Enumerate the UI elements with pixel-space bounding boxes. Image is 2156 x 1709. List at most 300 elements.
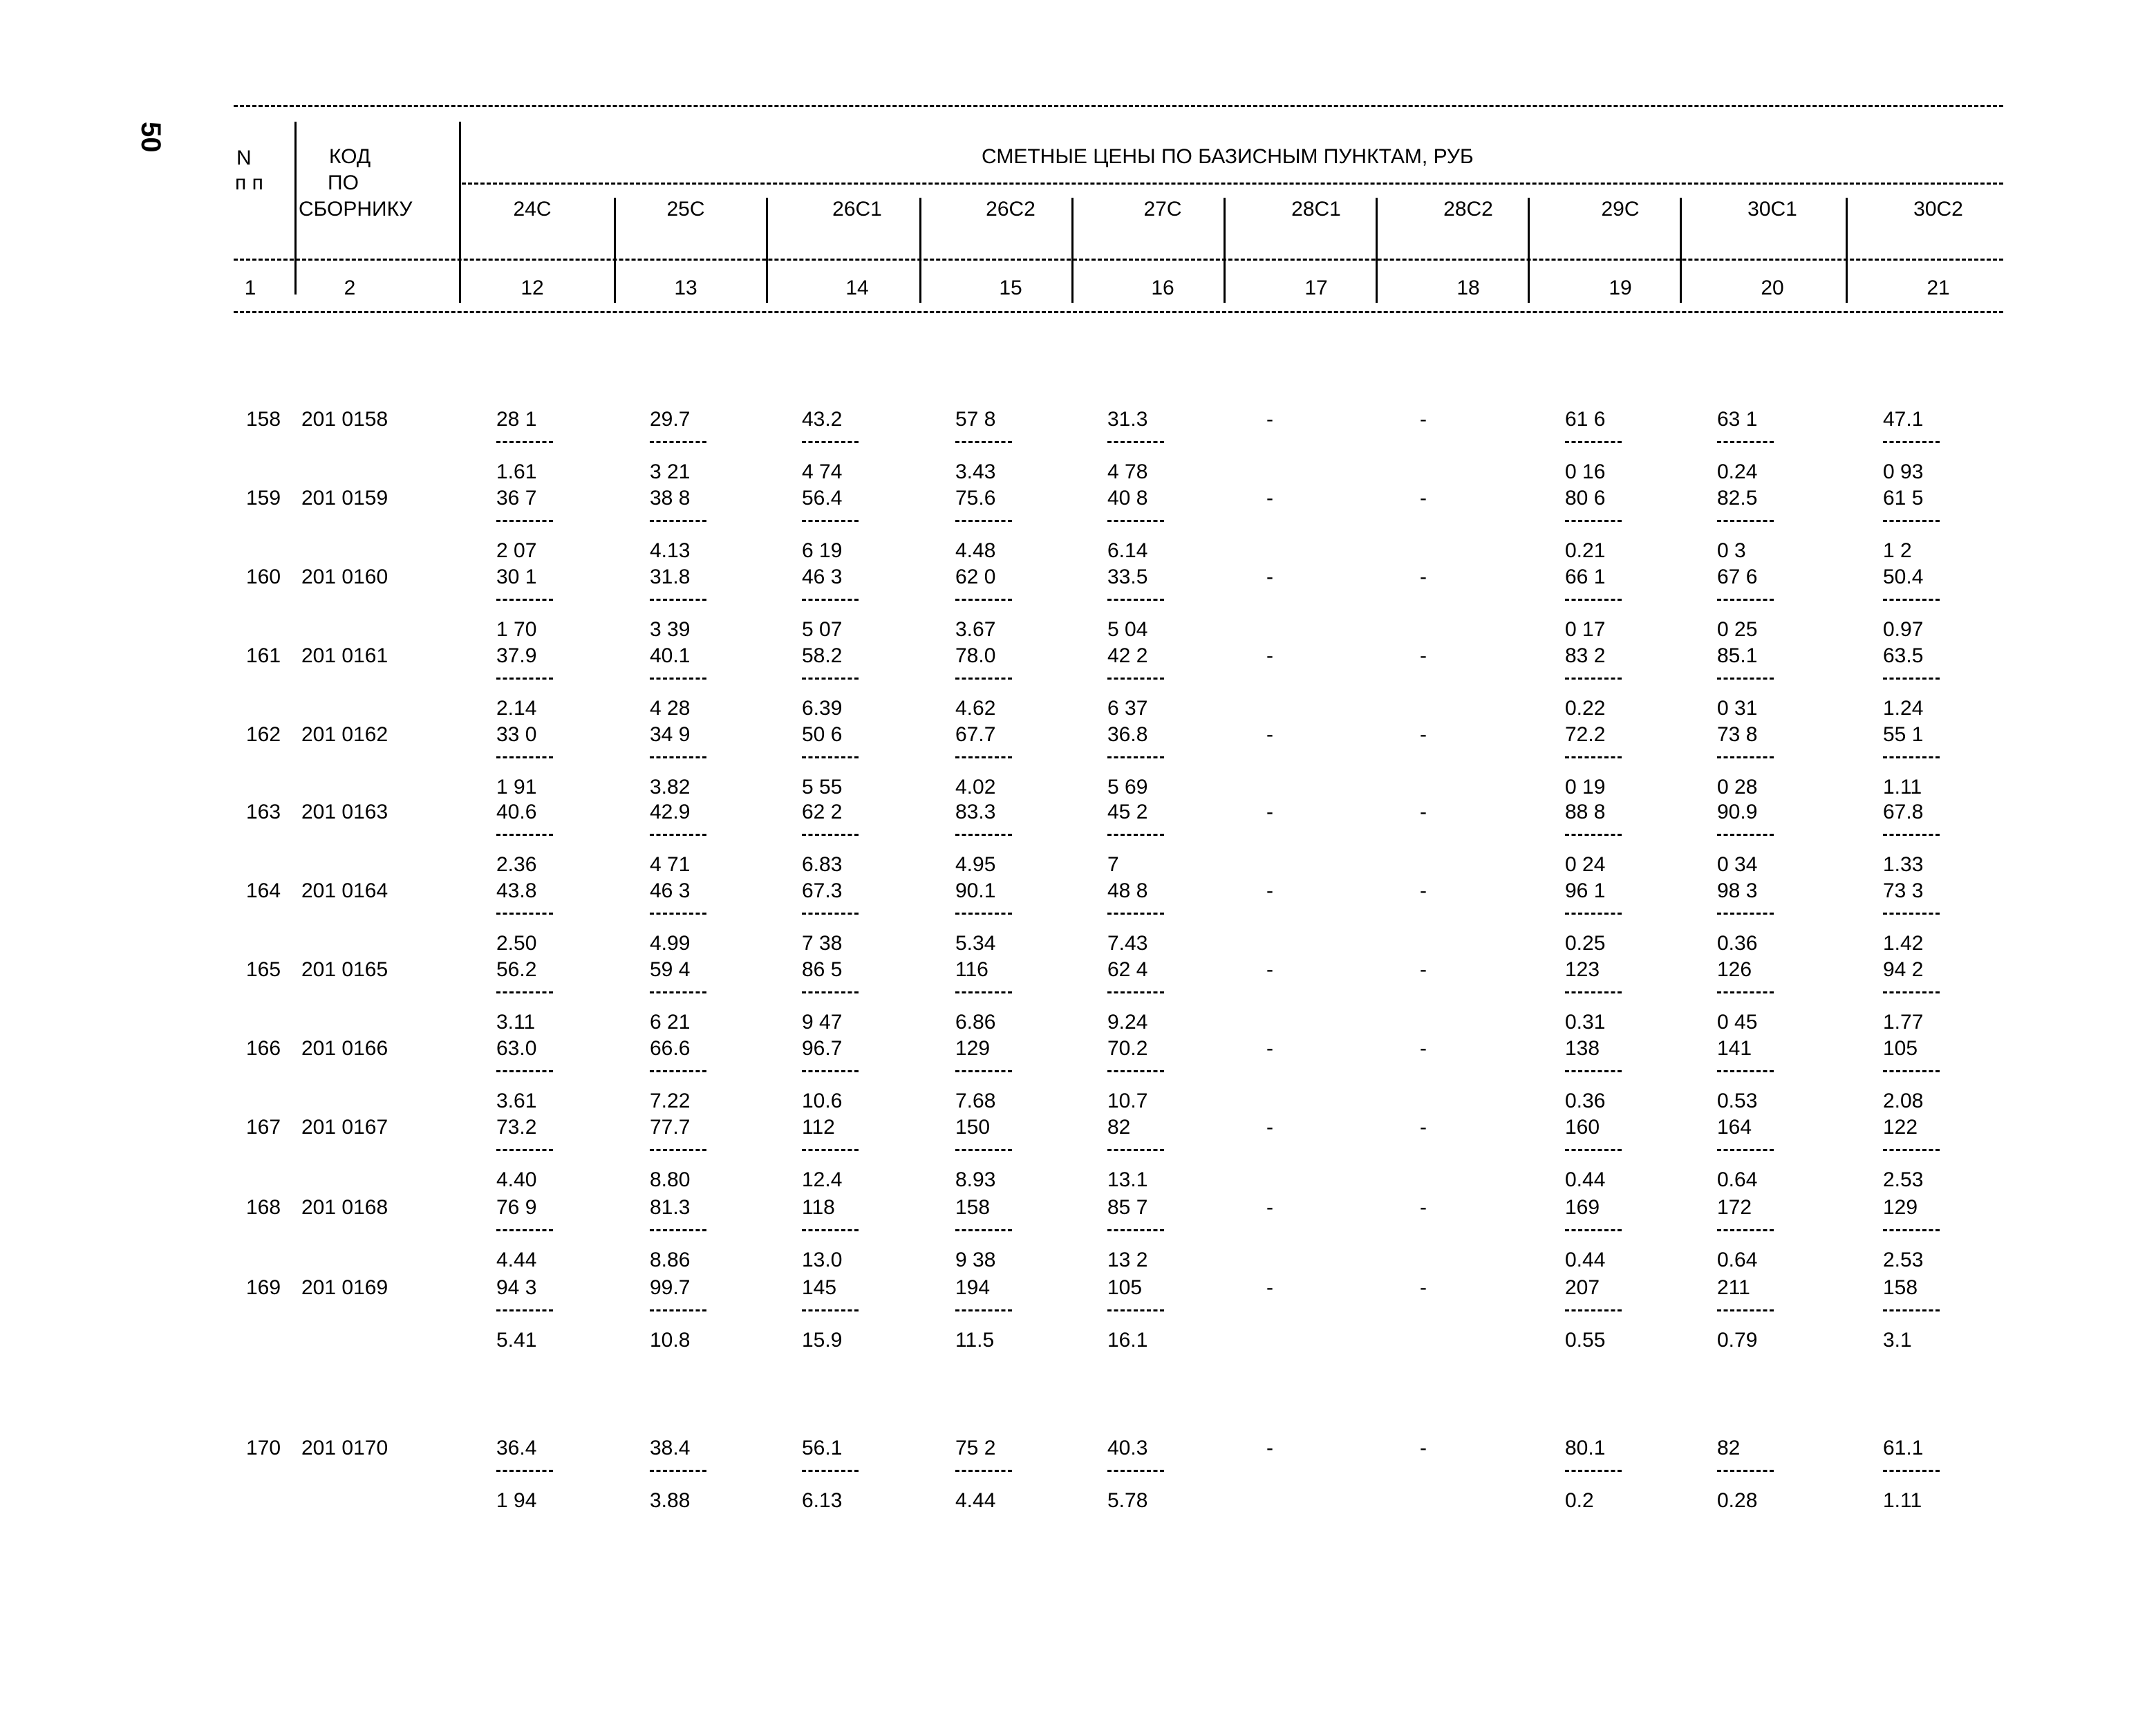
price-value: 118: [802, 1196, 835, 1219]
fraction-line: [802, 834, 859, 836]
no-price-dash: -: [1266, 408, 1273, 431]
price-value: 96.7: [802, 1037, 843, 1060]
price-coefficient: 4.95: [955, 853, 996, 876]
price-value: 96 1: [1565, 879, 1606, 902]
price-coefficient: 0 24: [1565, 853, 1606, 876]
fraction-line: [955, 991, 1012, 993]
fraction-line: [496, 756, 553, 758]
price-coefficient: 4 28: [650, 697, 691, 720]
fraction-line: [802, 1309, 859, 1311]
price-coefficient: 0.44: [1565, 1168, 1606, 1191]
price-value: 78.0: [955, 644, 996, 667]
price-coefficient: 1.11: [1883, 776, 1922, 799]
header-col-code-line3: СБОРНИКУ: [299, 198, 413, 221]
fraction-line: [1107, 678, 1164, 680]
header-point-7: 28С2: [1443, 198, 1493, 221]
fraction-line: [802, 520, 859, 522]
row-number: 158: [246, 408, 281, 431]
fraction-line: [955, 913, 1012, 915]
row-number: 160: [246, 566, 281, 588]
row-code: 201 0162: [301, 723, 388, 746]
no-price-dash: -: [1420, 1276, 1427, 1299]
header-point-divider: [1224, 198, 1226, 303]
fraction-line: [1565, 1149, 1622, 1151]
header-colnum-2: 2: [344, 277, 356, 299]
no-price-dash: -: [1266, 566, 1273, 588]
price-value: 138: [1565, 1037, 1600, 1060]
header-col-n-line1: N: [236, 147, 252, 169]
header-colnum-17: 17: [1304, 277, 1328, 299]
row-number: 163: [246, 801, 281, 823]
row-number: 159: [246, 487, 281, 510]
no-price-dash: -: [1420, 408, 1427, 431]
price-coefficient: 3.88: [650, 1489, 691, 1512]
price-value: 112: [802, 1116, 835, 1139]
fraction-line: [1883, 1309, 1940, 1311]
row-code: 201 0166: [301, 1037, 388, 1060]
no-price-dash: -: [1266, 879, 1273, 902]
no-price-dash: -: [1266, 958, 1273, 981]
fraction-line: [1883, 991, 1940, 993]
no-price-dash: -: [1420, 487, 1427, 510]
fraction-line: [496, 599, 553, 601]
price-coefficient: 0.31: [1565, 1011, 1606, 1034]
fraction-line: [802, 441, 859, 443]
price-coefficient: 0.22: [1565, 697, 1606, 720]
header-colnum-13: 13: [674, 277, 697, 299]
fraction-line: [1107, 1229, 1164, 1231]
price-coefficient: 1.24: [1883, 697, 1924, 720]
price-value: 129: [955, 1037, 991, 1060]
price-coefficient: 11.5: [955, 1329, 995, 1352]
header-point-divider: [1528, 198, 1530, 303]
no-price-dash: -: [1266, 801, 1273, 823]
price-coefficient: 7: [1107, 853, 1119, 876]
price-value: 62 4: [1107, 958, 1148, 981]
price-value: 62 0: [955, 566, 996, 588]
row-code: 201 0170: [301, 1437, 388, 1459]
fraction-line: [1717, 520, 1774, 522]
price-coefficient: 9 47: [802, 1011, 843, 1034]
row-code: 201 0159: [301, 487, 388, 510]
header-colnum-1: 1: [244, 277, 256, 299]
header-rule-top: [234, 105, 2003, 107]
row-number: 162: [246, 723, 281, 746]
price-coefficient: 0.64: [1717, 1249, 1758, 1271]
price-coefficient: 0 16: [1565, 460, 1606, 483]
no-price-dash: -: [1266, 487, 1273, 510]
fraction-line: [650, 756, 706, 758]
fraction-line: [650, 520, 706, 522]
fraction-line: [955, 1470, 1012, 1472]
fraction-line: [802, 599, 859, 601]
price-value: 42.9: [650, 801, 691, 823]
price-value: 66.6: [650, 1037, 691, 1060]
fraction-line: [955, 1070, 1012, 1072]
price-value: 126: [1717, 958, 1752, 981]
header-point-3: 26С1: [832, 198, 882, 221]
fraction-line: [496, 834, 553, 836]
fraction-line: [650, 913, 706, 915]
row-code: 201 0168: [301, 1196, 388, 1219]
price-value: 66 1: [1565, 566, 1606, 588]
price-value: 211: [1717, 1276, 1750, 1299]
price-value: 46 3: [802, 566, 843, 588]
price-coefficient: 9 38: [955, 1249, 996, 1271]
price-value: 55 1: [1883, 723, 1924, 746]
price-value: 29.7: [650, 408, 691, 431]
fraction-line: [802, 913, 859, 915]
price-value: 98 3: [1717, 879, 1758, 902]
fraction-line: [802, 1470, 859, 1472]
price-coefficient: 1.33: [1883, 853, 1924, 876]
price-coefficient: 10.8: [650, 1329, 691, 1352]
no-price-dash: -: [1420, 801, 1427, 823]
row-number: 169: [246, 1276, 281, 1299]
fraction-line: [1107, 1070, 1164, 1072]
price-coefficient: 4.13: [650, 539, 691, 562]
price-coefficient: 4.48: [955, 539, 996, 562]
row-code: 201 0164: [301, 879, 388, 902]
row-code: 201 0169: [301, 1276, 388, 1299]
price-coefficient: 1.42: [1883, 932, 1924, 955]
fraction-line: [496, 678, 553, 680]
price-value: 73 8: [1717, 723, 1758, 746]
price-coefficient: 6.83: [802, 853, 843, 876]
fraction-line: [1883, 1149, 1940, 1151]
fraction-line: [1717, 991, 1774, 993]
fraction-line: [955, 1149, 1012, 1151]
price-value: 75 2: [955, 1437, 996, 1459]
header-colnum-19: 19: [1609, 277, 1632, 299]
no-price-dash: -: [1266, 1437, 1273, 1459]
price-coefficient: 6 21: [650, 1011, 691, 1034]
price-coefficient: 13.1: [1107, 1168, 1148, 1191]
fraction-line: [802, 1070, 859, 1072]
price-value: 31.8: [650, 566, 691, 588]
price-coefficient: 0.55: [1565, 1329, 1606, 1352]
price-value: 62 2: [802, 801, 843, 823]
fraction-line: [802, 1229, 859, 1231]
no-price-dash: -: [1420, 1116, 1427, 1139]
header-point-divider: [1376, 198, 1378, 303]
price-value: 61 5: [1883, 487, 1924, 510]
price-value: 61 6: [1565, 408, 1606, 431]
fraction-line: [1717, 913, 1774, 915]
fraction-line: [1565, 756, 1622, 758]
price-value: 73 3: [1883, 879, 1924, 902]
fraction-line: [496, 520, 553, 522]
price-value: 40.1: [650, 644, 691, 667]
fraction-line: [802, 1149, 859, 1151]
header-point-divider: [919, 198, 921, 303]
price-value: 36.8: [1107, 723, 1148, 746]
fraction-line: [650, 678, 706, 680]
price-value: 59 4: [650, 958, 691, 981]
header-colnum-16: 16: [1151, 277, 1174, 299]
header-rule-bottom: [234, 311, 2003, 313]
price-value: 67.7: [955, 723, 996, 746]
price-value: 82.5: [1717, 487, 1758, 510]
price-value: 83 2: [1565, 644, 1606, 667]
price-value: 56.4: [802, 487, 843, 510]
price-value: 72.2: [1565, 723, 1606, 746]
price-value: 164: [1717, 1116, 1752, 1139]
price-coefficient: 7 38: [802, 932, 843, 955]
no-price-dash: -: [1420, 1037, 1427, 1060]
price-coefficient: 10.7: [1107, 1090, 1148, 1112]
price-value: 63.0: [496, 1037, 537, 1060]
fraction-line: [496, 441, 553, 443]
price-value: 81.3: [650, 1196, 691, 1219]
price-coefficient: 12.4: [802, 1168, 843, 1191]
fraction-line: [1883, 678, 1940, 680]
fraction-line: [650, 441, 706, 443]
header-point-10: 30С2: [1913, 198, 1963, 221]
price-coefficient: 5.41: [496, 1329, 537, 1352]
price-coefficient: 1.11: [1883, 1489, 1922, 1512]
price-value: 67 6: [1717, 566, 1758, 588]
price-value: 36 7: [496, 487, 537, 510]
row-number: 164: [246, 879, 281, 902]
fraction-line: [1565, 520, 1622, 522]
fraction-line: [955, 520, 1012, 522]
fraction-line: [1565, 1229, 1622, 1231]
price-coefficient: 3.11: [496, 1011, 536, 1034]
price-coefficient: 1 94: [496, 1489, 537, 1512]
fraction-line: [650, 991, 706, 993]
price-coefficient: 3.82: [650, 776, 691, 799]
price-value: 123: [1565, 958, 1600, 981]
fraction-line: [1565, 678, 1622, 680]
price-coefficient: 3.61: [496, 1090, 537, 1112]
price-coefficient: 6.39: [802, 697, 843, 720]
price-value: 129: [1883, 1196, 1918, 1219]
header-colnum-14: 14: [845, 277, 869, 299]
price-coefficient: 2.53: [1883, 1249, 1924, 1271]
price-value: 56.1: [802, 1437, 843, 1459]
fraction-line: [1565, 834, 1622, 836]
header-col-code-line1: КОД: [329, 145, 371, 168]
price-coefficient: 5 07: [802, 618, 843, 641]
price-coefficient: 8.93: [955, 1168, 996, 1191]
row-code: 201 0161: [301, 644, 388, 667]
fraction-line: [1717, 1229, 1774, 1231]
price-coefficient: 7.68: [955, 1090, 996, 1112]
price-coefficient: 15.9: [802, 1329, 843, 1352]
price-value: 47.1: [1883, 408, 1924, 431]
header-col-n-line2: п п: [235, 171, 263, 194]
price-coefficient: 0.2: [1565, 1489, 1594, 1512]
fraction-line: [1883, 756, 1940, 758]
price-coefficient: 0.64: [1717, 1168, 1758, 1191]
price-value: 61.1: [1883, 1437, 1924, 1459]
row-number: 170: [246, 1437, 281, 1459]
price-value: 36.4: [496, 1437, 537, 1459]
price-coefficient: 6.86: [955, 1011, 996, 1034]
price-coefficient: 5 69: [1107, 776, 1148, 799]
price-value: 57 8: [955, 408, 996, 431]
price-value: 63 1: [1717, 408, 1758, 431]
no-price-dash: -: [1420, 1437, 1427, 1459]
price-value: 94 3: [496, 1276, 537, 1299]
fraction-line: [1565, 441, 1622, 443]
fraction-line: [496, 1229, 553, 1231]
price-coefficient: 0.97: [1883, 618, 1924, 641]
price-value: 63.5: [1883, 644, 1924, 667]
price-coefficient: 4 74: [802, 460, 843, 483]
price-value: 86 5: [802, 958, 843, 981]
header-point-1: 24С: [513, 198, 552, 221]
header-colnum-18: 18: [1456, 277, 1480, 299]
price-coefficient: 8.86: [650, 1249, 691, 1271]
price-value: 50 6: [802, 723, 843, 746]
row-number: 161: [246, 644, 281, 667]
price-value: 83.3: [955, 801, 996, 823]
price-coefficient: 0.21: [1565, 539, 1606, 562]
price-coefficient: 9.24: [1107, 1011, 1148, 1034]
fraction-line: [1717, 1309, 1774, 1311]
price-coefficient: 0.53: [1717, 1090, 1758, 1112]
price-coefficient: 10.6: [802, 1090, 843, 1112]
fraction-line: [1883, 834, 1940, 836]
price-value: 42 2: [1107, 644, 1148, 667]
price-value: 105: [1107, 1276, 1143, 1299]
price-coefficient: 1 91: [496, 776, 537, 799]
price-coefficient: 5 04: [1107, 618, 1148, 641]
fraction-line: [955, 599, 1012, 601]
row-number: 168: [246, 1196, 281, 1219]
price-value: 33.5: [1107, 566, 1148, 588]
price-value: 38.4: [650, 1437, 691, 1459]
price-coefficient: 4.40: [496, 1168, 537, 1191]
price-value: 85 7: [1107, 1196, 1148, 1219]
fraction-line: [1107, 1309, 1164, 1311]
header-col-code-line2: ПО: [328, 171, 359, 194]
header-point-5: 27С: [1143, 198, 1182, 221]
price-value: 158: [955, 1196, 991, 1219]
fraction-line: [496, 1149, 553, 1151]
price-value: 88 8: [1565, 801, 1606, 823]
no-price-dash: -: [1266, 644, 1273, 667]
fraction-line: [1883, 441, 1940, 443]
no-price-dash: -: [1266, 1196, 1273, 1219]
fraction-line: [496, 913, 553, 915]
price-value: 43.2: [802, 408, 843, 431]
no-price-dash: -: [1420, 723, 1427, 746]
no-price-dash: -: [1420, 879, 1427, 902]
price-coefficient: 3 39: [650, 618, 691, 641]
header-rule-group: [462, 183, 2003, 185]
fraction-line: [1883, 520, 1940, 522]
price-coefficient: 2.53: [1883, 1168, 1924, 1191]
header-rule-mid: [234, 259, 2003, 261]
price-coefficient: 4.44: [955, 1489, 996, 1512]
fraction-line: [496, 1070, 553, 1072]
fraction-line: [1107, 834, 1164, 836]
price-value: 58.2: [802, 644, 843, 667]
no-price-dash: -: [1420, 1196, 1427, 1219]
price-value: 99.7: [650, 1276, 691, 1299]
price-value: 141: [1717, 1037, 1752, 1060]
fraction-line: [802, 756, 859, 758]
price-value: 56.2: [496, 958, 537, 981]
fraction-line: [496, 1470, 553, 1472]
price-value: 43.8: [496, 879, 537, 902]
price-coefficient: 2.50: [496, 932, 537, 955]
fraction-line: [1883, 1229, 1940, 1231]
price-coefficient: 1.77: [1883, 1011, 1924, 1034]
fraction-line: [1565, 1070, 1622, 1072]
price-value: 30 1: [496, 566, 537, 588]
fraction-line: [1717, 678, 1774, 680]
row-number: 166: [246, 1037, 281, 1060]
fraction-line: [1565, 599, 1622, 601]
price-coefficient: 7.43: [1107, 932, 1148, 955]
price-value: 169: [1565, 1196, 1600, 1219]
price-value: 150: [955, 1116, 991, 1139]
price-coefficient: 0 28: [1717, 776, 1758, 799]
price-coefficient: 6.14: [1107, 539, 1148, 562]
header-colnum-21: 21: [1927, 277, 1950, 299]
fraction-line: [955, 1229, 1012, 1231]
fraction-line: [1107, 913, 1164, 915]
price-coefficient: 0.79: [1717, 1329, 1758, 1352]
fraction-line: [496, 991, 553, 993]
price-coefficient: 0.36: [1565, 1090, 1606, 1112]
fraction-line: [802, 678, 859, 680]
fraction-line: [650, 1149, 706, 1151]
price-coefficient: 8.80: [650, 1168, 691, 1191]
price-value: 90.1: [955, 879, 996, 902]
price-value: 105: [1883, 1037, 1918, 1060]
fraction-line: [1883, 913, 1940, 915]
price-value: 80 6: [1565, 487, 1606, 510]
fraction-line: [802, 991, 859, 993]
fraction-line: [1717, 599, 1774, 601]
fraction-line: [1565, 1470, 1622, 1472]
price-coefficient: 6 37: [1107, 697, 1148, 720]
price-value: 67.3: [802, 879, 843, 902]
fraction-line: [1107, 756, 1164, 758]
price-coefficient: 4 71: [650, 853, 691, 876]
price-coefficient: 0.36: [1717, 932, 1758, 955]
price-coefficient: 0 17: [1565, 618, 1606, 641]
row-code: 201 0158: [301, 408, 388, 431]
header-point-8: 29С: [1601, 198, 1640, 221]
price-value: 40.6: [496, 801, 537, 823]
price-value: 34 9: [650, 723, 691, 746]
header-point-divider: [766, 198, 768, 303]
price-value: 160: [1565, 1116, 1600, 1139]
no-price-dash: -: [1266, 1276, 1273, 1299]
price-value: 73.2: [496, 1116, 537, 1139]
fraction-line: [1717, 1070, 1774, 1072]
fraction-line: [1107, 1470, 1164, 1472]
price-coefficient: 2 07: [496, 539, 537, 562]
price-coefficient: 6.13: [802, 1489, 843, 1512]
price-value: 38 8: [650, 487, 691, 510]
price-value: 40 8: [1107, 487, 1148, 510]
price-coefficient: 4.44: [496, 1249, 537, 1271]
price-coefficient: 0.28: [1717, 1489, 1758, 1512]
price-value: 122: [1883, 1116, 1918, 1139]
no-price-dash: -: [1420, 644, 1427, 667]
row-code: 201 0160: [301, 566, 388, 588]
header-point-divider: [1680, 198, 1682, 303]
price-coefficient: 0 31: [1717, 697, 1758, 720]
price-coefficient: 2.36: [496, 853, 537, 876]
